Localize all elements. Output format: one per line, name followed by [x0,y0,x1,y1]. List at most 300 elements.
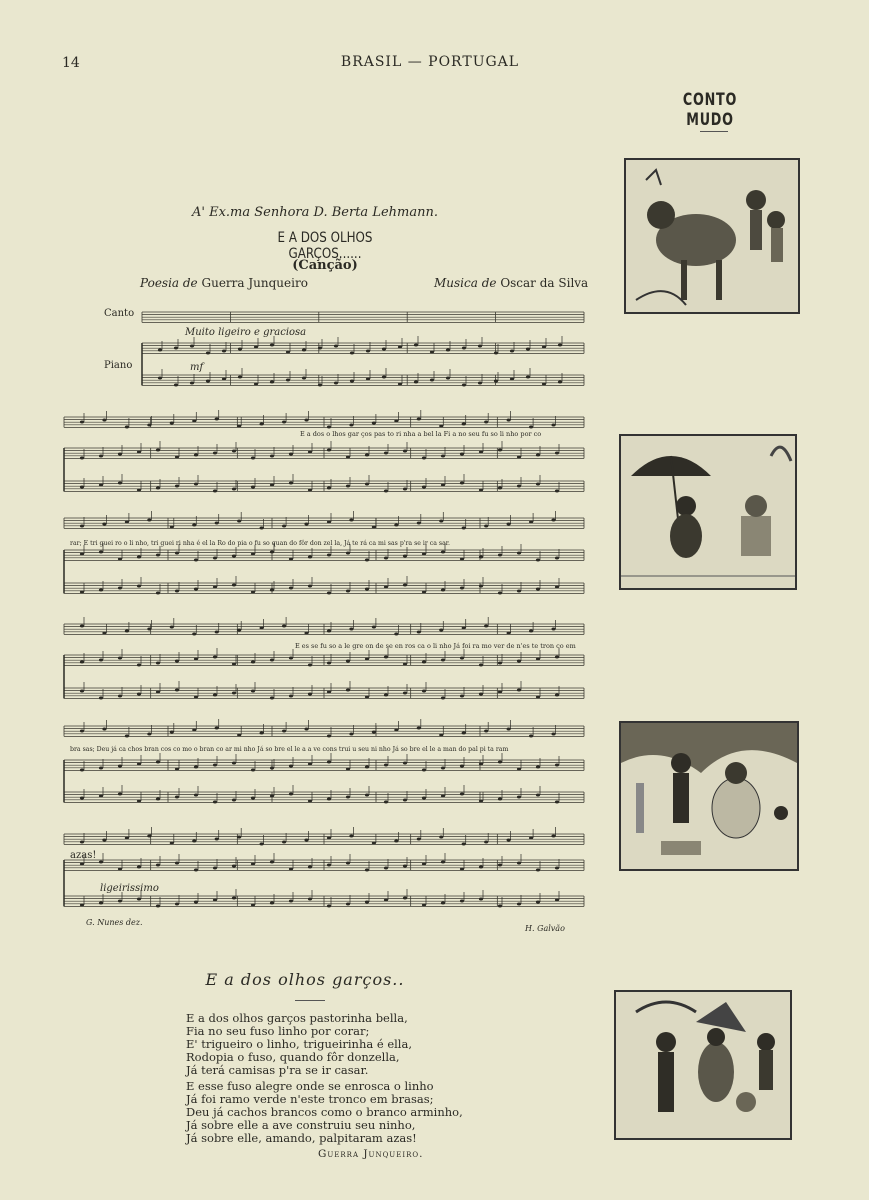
composer-prefix: Musica de [434,276,497,290]
note-head [555,867,559,870]
note-head [125,630,129,633]
note-head [194,901,198,904]
note-head [270,381,274,384]
note-head [555,452,559,455]
poem-title: E a dos olhos garços.. [205,970,405,989]
note-head [430,379,434,382]
note-head [517,768,521,771]
note-head [80,841,84,844]
note-head [365,794,369,797]
note-head [156,449,160,452]
note-head [147,628,151,631]
end-cue: azas! [70,850,97,861]
note-head [213,656,217,659]
note-head [118,558,122,561]
note-head [260,732,264,735]
note-head [270,795,274,798]
note-head [99,902,103,905]
note-head [232,692,236,695]
note-head [403,488,407,491]
poem-line: Fia no seu fuso linho por corar; [186,1024,370,1038]
note-head [308,489,312,492]
note-head [251,769,255,772]
note-head [558,344,562,347]
poem-line: E a dos olhos garços pastorinha bella, [186,1011,408,1025]
note-head [80,591,84,594]
note-head [536,901,540,904]
note-head [137,451,141,454]
note-head [479,800,483,803]
note-head [270,659,274,662]
note-head [213,557,217,560]
note-head [289,695,293,698]
note-head [417,838,421,841]
note-head [156,662,160,665]
note-head [498,487,502,490]
note-head [526,348,530,351]
note-head [270,455,274,458]
note-head [384,586,388,589]
note-head [289,587,293,590]
note-head [304,632,308,635]
note-head [170,422,174,425]
note-head [102,839,106,842]
note-head [479,866,483,869]
lyric-line-2: rar; E tri guei ro o li nho, tri guei ri nha é el la Ro do pia o fu so quan do fôr don zel la, Já te rá ca mi sas p'ra se ir ca sar. [70,540,451,547]
poem-line: Já terá camisas p'ra se ir casar. [186,1063,369,1077]
note-head [270,344,274,347]
note-head [194,454,198,457]
note-head [529,426,533,429]
note-head [479,664,483,667]
note-head [251,591,255,594]
poem-line: E' trigueiro o linho, trigueirinha é ella, [186,1037,413,1051]
note-head [384,867,388,870]
note-head [213,899,217,902]
note-head [318,347,322,350]
note-head [422,661,426,664]
lyric-line-4: bra sas; Deu já ca chos bran cos co mo o bran co ar mi nho Já so bre el le a a ve cons trui u seu ni nho Já so bre el le a man do pal pi ta ram [70,746,509,753]
note-head [394,729,398,732]
note-head [289,558,293,561]
note-head [215,418,219,421]
note-head [394,840,398,843]
note-head [346,903,350,906]
note-head [403,865,407,868]
note-head [137,693,141,696]
dynamic-marking: mf [190,362,204,373]
note-head [462,423,466,426]
note-head [334,382,338,385]
note-head [213,452,217,455]
note-head [125,735,129,738]
note-head [206,352,210,355]
note-head [529,837,533,840]
note-head [507,419,511,422]
note-head [430,351,434,354]
page-number: 14 [62,55,80,71]
note-head [282,525,286,528]
note-head [346,590,350,593]
canto-label: Canto [104,308,135,319]
note-head [551,628,555,631]
note-head [517,660,521,663]
note-head [327,798,331,801]
note-head [403,799,407,802]
note-head [238,348,242,351]
note-head [99,795,103,798]
note-head [289,900,293,903]
note-head [270,484,274,487]
note-head [237,520,241,523]
note-head [422,904,426,907]
note-head [215,727,219,730]
note-head [334,345,338,348]
note-head [382,376,386,379]
note-head [484,421,488,424]
note-head [99,697,103,700]
poet-name: Guerra Junqueiro [201,276,308,290]
note-head [80,904,84,907]
note-head [372,526,376,529]
note-head [479,898,483,901]
stanza-1 [186,1012,412,1077]
poem-line: Já foi ramo verde n'este tronco em brasas; [186,1092,434,1106]
note-head [80,457,84,460]
note-head [441,767,445,770]
note-head [384,764,388,767]
note-head [270,589,274,592]
poet-prefix: Poesia de [140,276,198,290]
note-head [237,734,241,737]
note-head [192,633,196,636]
note-head [251,904,255,907]
sidebar-title: CONTO MUDO [682,90,738,130]
note-head [232,488,236,491]
note-head [349,628,353,631]
note-head [327,905,331,908]
note-head [536,483,540,486]
note-head [304,419,308,422]
note-head [175,456,179,459]
note-head [346,689,350,692]
note-head [462,347,466,350]
note-head [125,426,129,429]
note-head [478,345,482,348]
note-head [308,898,312,901]
note-head [394,524,398,527]
note-head [302,349,306,352]
note-head [441,795,445,798]
note-head [484,730,488,733]
note-head [372,422,376,425]
note-head [213,801,217,804]
note-head [551,519,555,522]
note-head [190,382,194,385]
note-head [555,899,559,902]
note-head [308,585,312,588]
note-head [529,735,533,738]
note-head [118,900,122,903]
note-head [422,553,426,556]
poem-line: Já sobre elle, amando, palpitaram azas! [186,1131,417,1145]
note-head [232,897,236,900]
note-head [479,763,483,766]
note-head [414,381,418,384]
note-head [507,523,511,526]
note-head [441,902,445,905]
note-head [346,485,350,488]
note-head [327,761,331,764]
note-head [517,456,521,459]
note-head [460,482,464,485]
note-head [478,382,482,385]
note-head [194,869,198,872]
note-head [327,735,331,738]
poem-rule [295,1000,325,1001]
note-head [517,485,521,488]
note-head [251,457,255,460]
note-head [327,837,331,840]
note-head [526,376,530,379]
note-head [555,801,559,804]
note-head [384,801,388,804]
note-head [237,629,241,632]
note-head [349,519,353,522]
note-head [147,519,151,522]
note-head [232,762,236,765]
note-head [289,868,293,871]
note-head [551,835,555,838]
note-head [156,905,160,908]
note-head [318,384,322,387]
note-head [479,556,483,559]
note-head [99,861,103,864]
note-head [439,836,443,839]
note-head [286,351,290,354]
note-head [498,554,502,557]
note-head [118,587,122,590]
note-head [137,763,141,766]
note-head [346,768,350,771]
note-head [350,352,354,355]
note-head [529,630,533,633]
note-head [422,591,426,594]
note-head [417,631,421,634]
note-head [394,420,398,423]
note-head [441,659,445,662]
note-head [346,796,350,799]
tempo-marking: Muito ligeiro e graciosa [185,327,307,338]
note-head [251,863,255,866]
note-head [422,863,426,866]
note-head [175,689,179,692]
note-head [99,589,103,592]
note-head [542,383,546,386]
note-head [175,485,179,488]
note-head [175,552,179,555]
note-head [147,424,151,427]
note-head [137,556,141,559]
note-head [99,455,103,458]
note-head [327,449,331,452]
note-head [327,426,331,429]
note-head [137,866,141,869]
note-head [349,733,353,736]
note-head [384,656,388,659]
note-head [479,585,483,588]
note-head [251,690,255,693]
note-head [460,453,464,456]
note-head [289,765,293,768]
note-head [270,551,274,554]
note-head [350,380,354,383]
note-head [170,626,174,629]
score-genre: (Canção) [292,258,358,273]
note-head [462,384,466,387]
note-head [238,376,242,379]
note-head [517,796,521,799]
note-head [536,794,540,797]
note-head [137,664,141,667]
note-head [507,728,511,731]
note-head [439,629,443,632]
note-head [80,525,84,528]
composer-name: Oscar da Silva [500,276,589,290]
note-head [289,657,293,660]
note-head [555,490,559,493]
note-head [403,762,407,765]
note-head [510,350,514,353]
note-head [232,663,236,666]
note-head [479,693,483,696]
note-head [194,794,198,797]
note-head [192,840,196,843]
note-head [174,347,178,350]
note-head [80,421,84,424]
note-head [215,838,219,841]
note-head [222,350,226,353]
note-head [206,380,210,383]
note-head [462,527,466,530]
signature-right: H. Galvão [525,924,565,933]
note-head [118,482,122,485]
note-head [254,383,258,386]
note-head [551,733,555,736]
note-head [251,553,255,556]
note-head [327,630,331,633]
note-head [327,592,331,595]
note-head [555,557,559,560]
note-head [365,483,369,486]
note-head [213,490,217,493]
note-head [365,766,369,769]
note-head [372,626,376,629]
note-head [99,659,103,662]
note-head [170,731,174,734]
note-head [251,486,255,489]
lyric-line-1: E a dos o lhos gar ços pas to ri nha a bel la Fi a no seu fu so li nho por co [300,430,542,438]
note-head [441,861,445,864]
note-head [439,520,443,523]
note-head [215,631,219,634]
note-head [446,377,450,380]
note-head [302,377,306,380]
note-head [417,418,421,421]
note-head [403,450,407,453]
note-head [460,657,464,660]
note-head [308,866,312,869]
note-head [462,627,466,630]
note-head [365,901,369,904]
note-head [194,559,198,562]
note-head [282,730,286,733]
note-head [403,692,407,695]
note-head [260,423,264,426]
note-head [384,452,388,455]
note-head [156,761,160,764]
note-head [194,658,198,661]
note-head [260,627,264,630]
note-head [156,487,160,490]
note-head [517,552,521,555]
note-head [365,696,369,699]
note-head [215,522,219,525]
note-head [382,348,386,351]
note-head [327,662,331,665]
note-head [403,584,407,587]
note-head [175,768,179,771]
note-head [232,799,236,802]
note-head [156,554,160,557]
note-head [384,899,388,902]
note-head [175,862,179,865]
note-head [529,521,533,524]
note-head [498,662,502,665]
note-head [270,767,274,770]
note-head [460,695,464,698]
note-head [346,456,350,459]
note-head [308,556,312,559]
running-head: BRASIL — PORTUGAL [340,54,520,70]
note-head [536,588,540,591]
note-head [213,586,217,589]
note-head [384,694,388,697]
note-head [498,691,502,694]
note-head [118,657,122,660]
note-head [498,592,502,595]
note-head [484,625,488,628]
note-head [289,793,293,796]
note-head [308,451,312,454]
note-head [398,346,402,349]
note-head [536,766,540,769]
note-head [192,524,196,527]
note-head [422,769,426,772]
note-head [510,378,514,381]
note-head [137,898,141,901]
note-head [80,661,84,664]
note-head [251,661,255,664]
note-head [460,900,464,903]
note-head [494,380,498,383]
note-head [517,903,521,906]
note-head [349,835,353,838]
note-head [80,863,84,866]
note-head [260,843,264,846]
note-head [498,905,502,908]
note-head [446,349,450,352]
